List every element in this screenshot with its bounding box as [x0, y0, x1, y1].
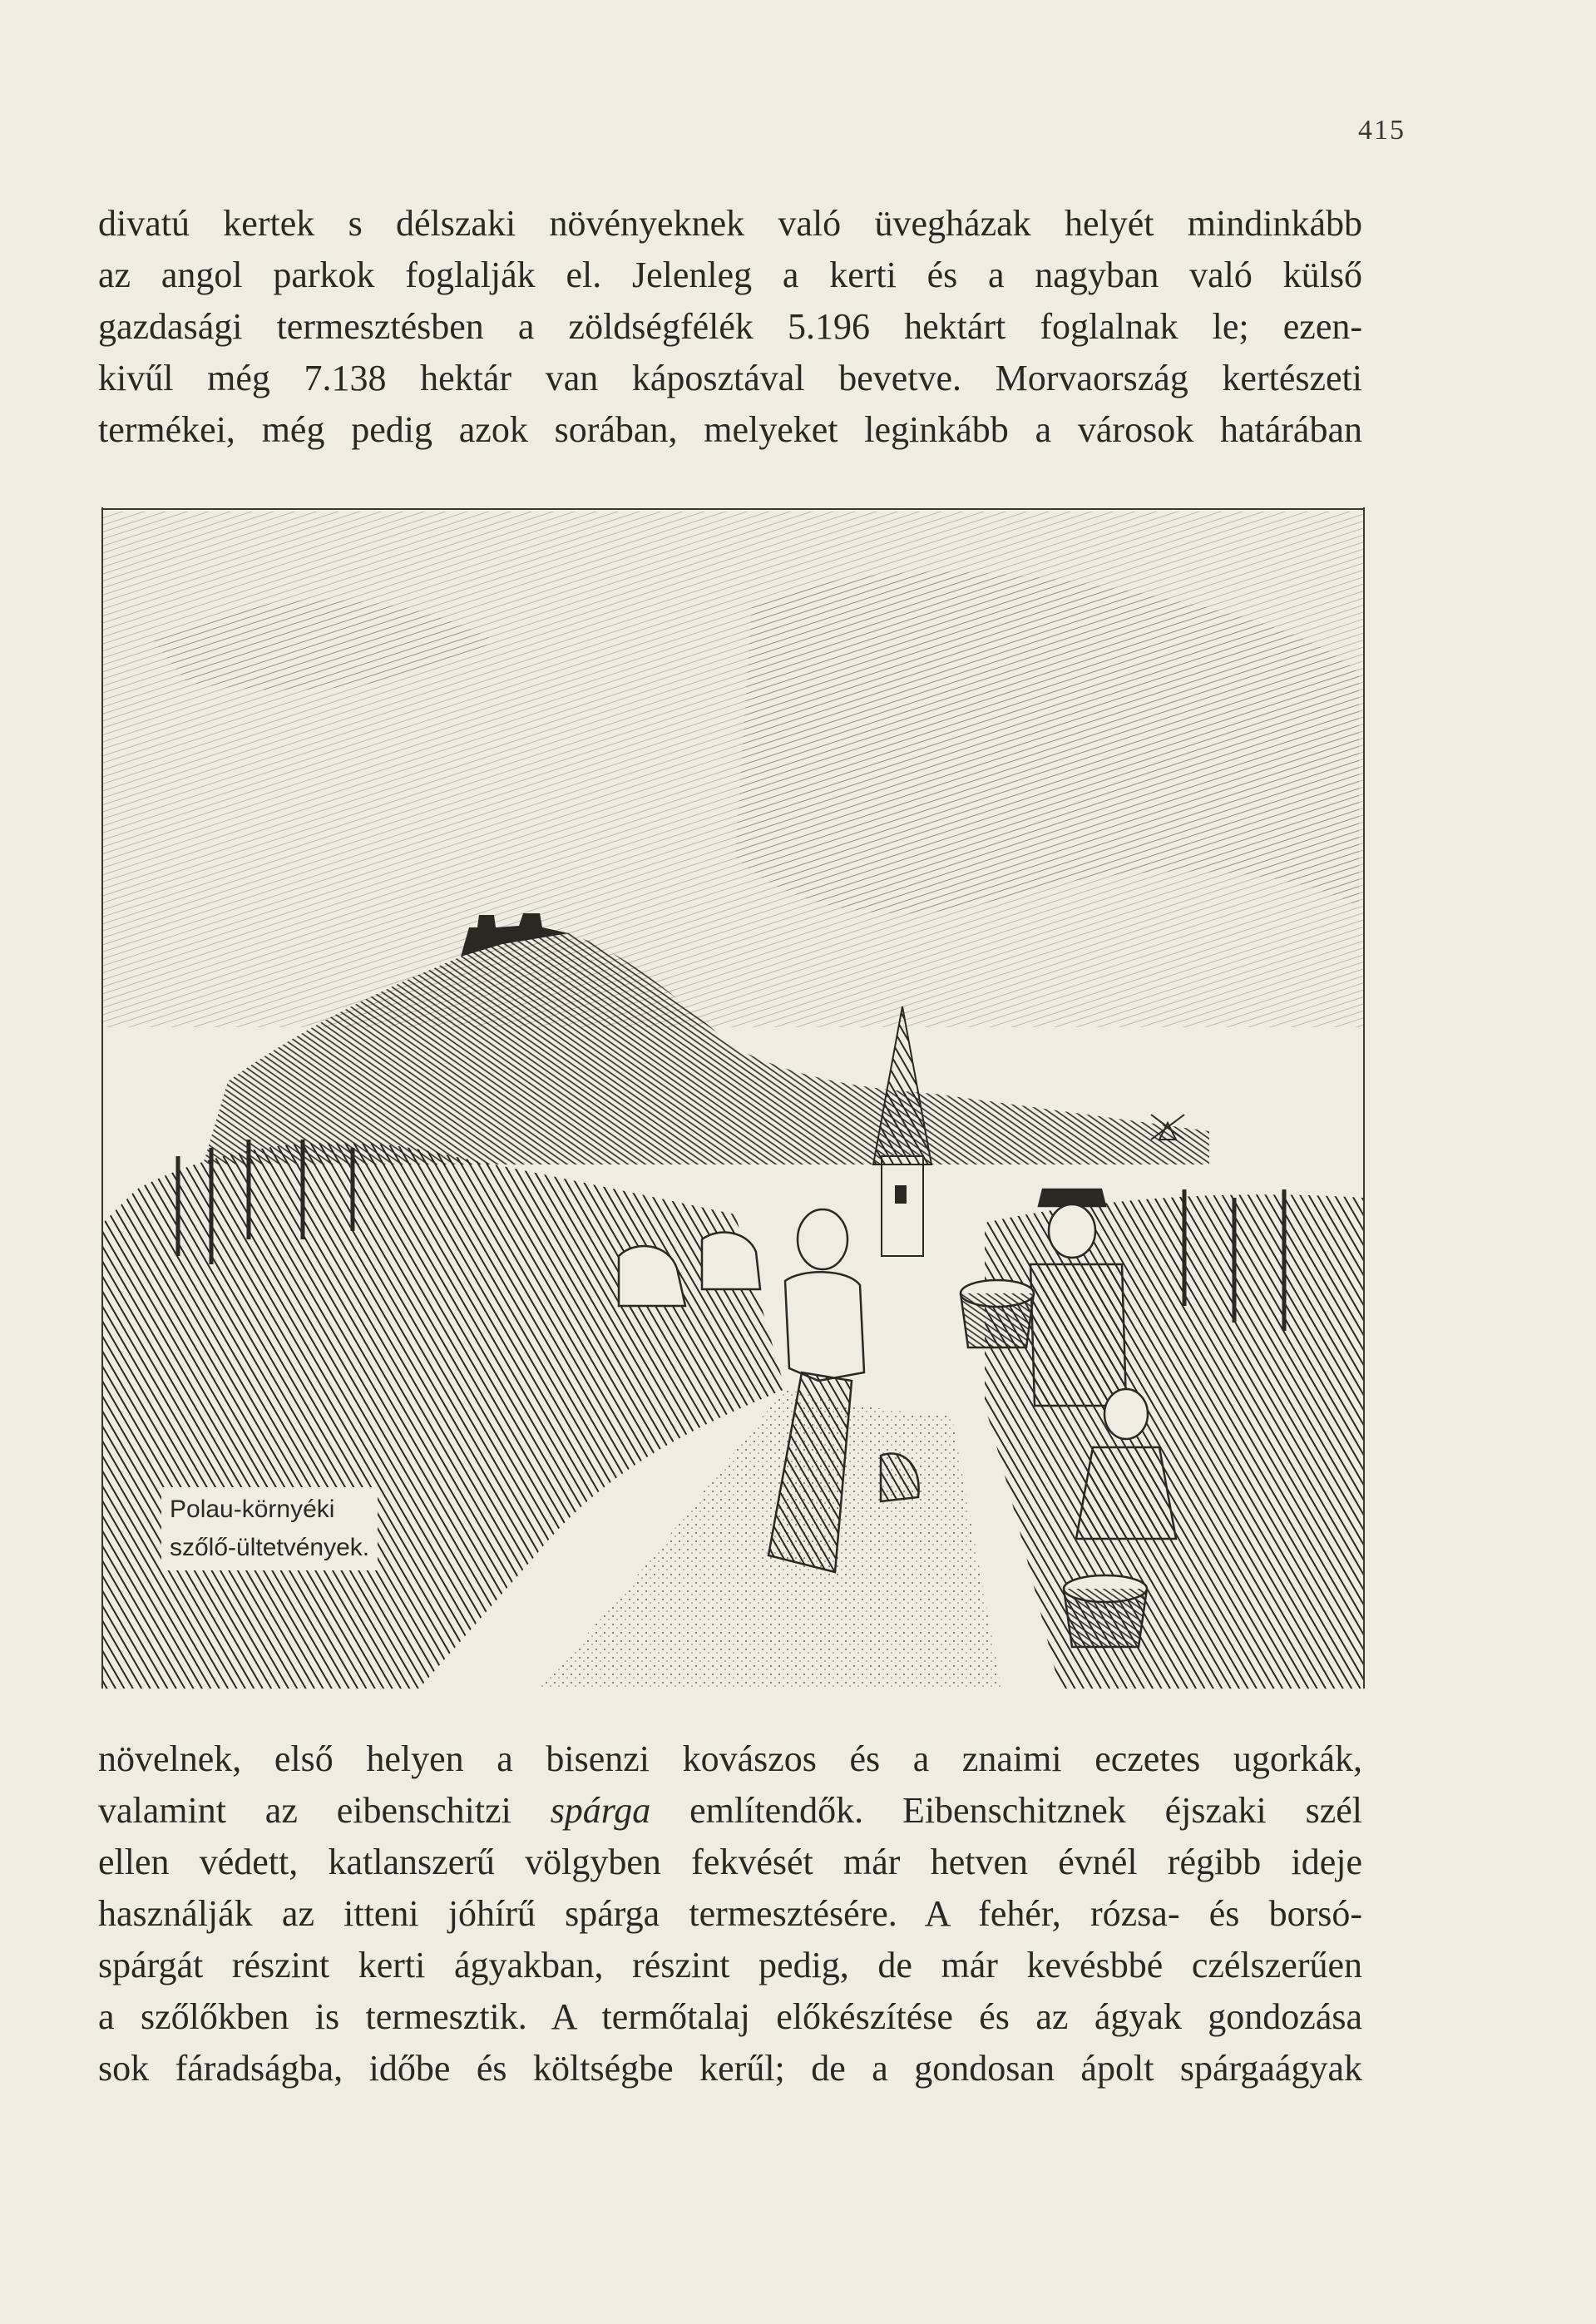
vineyard-illustration	[101, 507, 1365, 1689]
text-line: sok fáradságba, időbe és költségbe kerűl; de a gondosan ápolt spárgaágyak	[98, 2048, 1362, 2089]
text-line: az angol parkok foglalják el. Jelenleg a kerti és a nagyban való külső	[98, 255, 1362, 295]
text-line: termékei, még pedig azok sorában, melyeket leginkább a városok határában	[98, 409, 1362, 450]
text-line: gazdasági termesztésben a zöldségfélék 5.196 hektárt foglalnak le; ezen-	[98, 306, 1362, 347]
text-line: a szőlőkben is termesztik. A termőtalaj előkészítése és az ágyak gondozása	[98, 1996, 1362, 2037]
caption-line: Polau-környéki	[170, 1496, 335, 1523]
caption-line: szőlő-ültetvények.	[170, 1534, 370, 1561]
page-number: 415	[1358, 115, 1406, 146]
text-line: spárgát részint kerti ágyakban, részint pedig, de már kevésbbé czélszerűen	[98, 1945, 1362, 1985]
text-line: ellen védett, katlanszerű völgyben fekvését már hetven évnél régibb ideje	[98, 1842, 1362, 1882]
text-segment: valamint az eibenschitzi	[98, 1790, 551, 1831]
text-line: kivűl még 7.138 hektár van káposztával bevetve. Morvaország kertészeti	[98, 358, 1362, 398]
text-line	[98, 1785, 1362, 1837]
text-segment: említendők. Eibenschitznek éjszaki szél	[650, 1790, 1362, 1831]
bottom-paragraph	[98, 1733, 1362, 2094]
text-line: növelnek, első helyen a bisenzi kovászos és a znaimi eczetes ugorkák,	[98, 1738, 1362, 1779]
figure-caption	[161, 1487, 378, 1570]
top-paragraph	[98, 198, 1362, 456]
italic-word: spárga	[550, 1790, 651, 1831]
text-line: divatú kertek s délszaki növényeknek való üvegházak helyét mindinkább	[98, 203, 1362, 244]
text-line: használják az itteni jóhírű spárga termesztésére. A fehér, rózsa- és borsó-	[98, 1893, 1362, 1934]
